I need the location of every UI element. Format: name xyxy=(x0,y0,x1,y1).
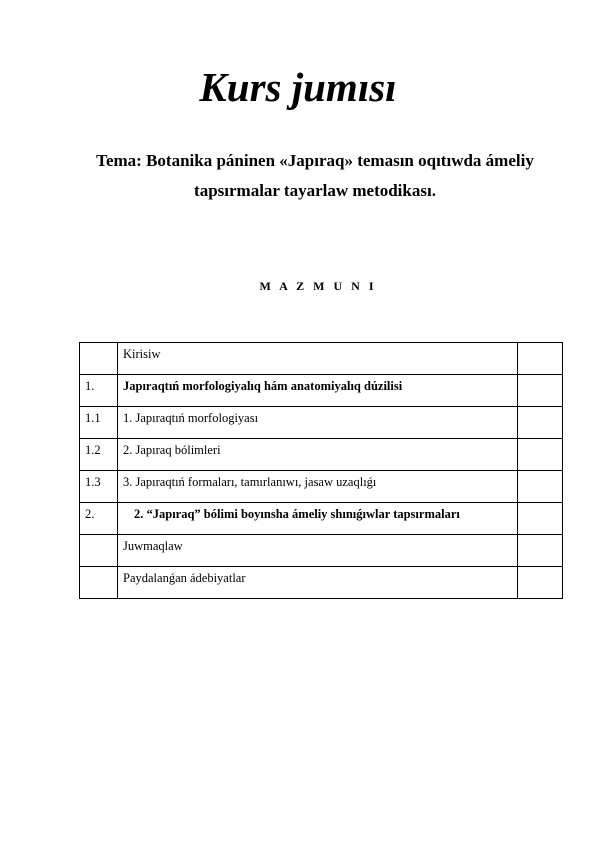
toc-row xyxy=(80,535,563,567)
document-title: Kurs jumısı xyxy=(199,64,397,110)
toc-row-number: 2. xyxy=(80,503,118,535)
toc-row-page xyxy=(518,375,563,407)
toc-row-page xyxy=(518,567,563,599)
toc-row-number: 1. xyxy=(80,375,118,407)
toc-row xyxy=(80,439,563,471)
toc-row xyxy=(80,407,563,439)
toc-row-page xyxy=(518,407,563,439)
table-of-contents xyxy=(79,342,563,599)
toc-row-number: 1.2 xyxy=(80,439,118,471)
toc-row-number: 1.1 xyxy=(80,407,118,439)
toc-row-title: 3. Japıraqtıń formaları, tamırlanıwı, jasaw uzaqlıǵı xyxy=(118,471,518,503)
toc-row-number xyxy=(80,343,118,375)
toc-row xyxy=(80,375,563,407)
toc-row xyxy=(80,471,563,503)
toc-row-page xyxy=(518,471,563,503)
toc-row-page xyxy=(518,503,563,535)
toc-row-title: Kirisiw xyxy=(118,343,518,375)
toc-row-number xyxy=(80,535,118,567)
toc-row xyxy=(80,343,563,375)
contents-heading: M A Z M U N I xyxy=(259,279,377,293)
toc-row-title: Juwmaqlaw xyxy=(118,535,518,567)
toc-row-page xyxy=(518,343,563,375)
toc-row-title: 2. Japıraq bólimleri xyxy=(118,439,518,471)
document-theme: Tema: Botanika páninen «Japıraq» temasın oqıtıwda ámeliy tapsırmalar tayarlaw metodikası. xyxy=(96,151,534,200)
toc-row-title: 2. “Japıraq” bólimi boyınsha ámeliy shınıǵıwlar tapsırmaları xyxy=(118,503,518,535)
toc-row-title: Japıraqtıń morfologiyalıq hám anatomiyalıq dúzilisi xyxy=(118,375,518,407)
toc-row-number xyxy=(80,567,118,599)
toc-row-title: Paydalanǵan ádebiyatlar xyxy=(118,567,518,599)
toc-row xyxy=(80,503,563,535)
toc-row xyxy=(80,567,563,599)
toc-row-title: 1. Japıraqtıń morfologiyası xyxy=(118,407,518,439)
toc-row-page xyxy=(518,535,563,567)
toc-row-number: 1.3 xyxy=(80,471,118,503)
toc-row-page xyxy=(518,439,563,471)
